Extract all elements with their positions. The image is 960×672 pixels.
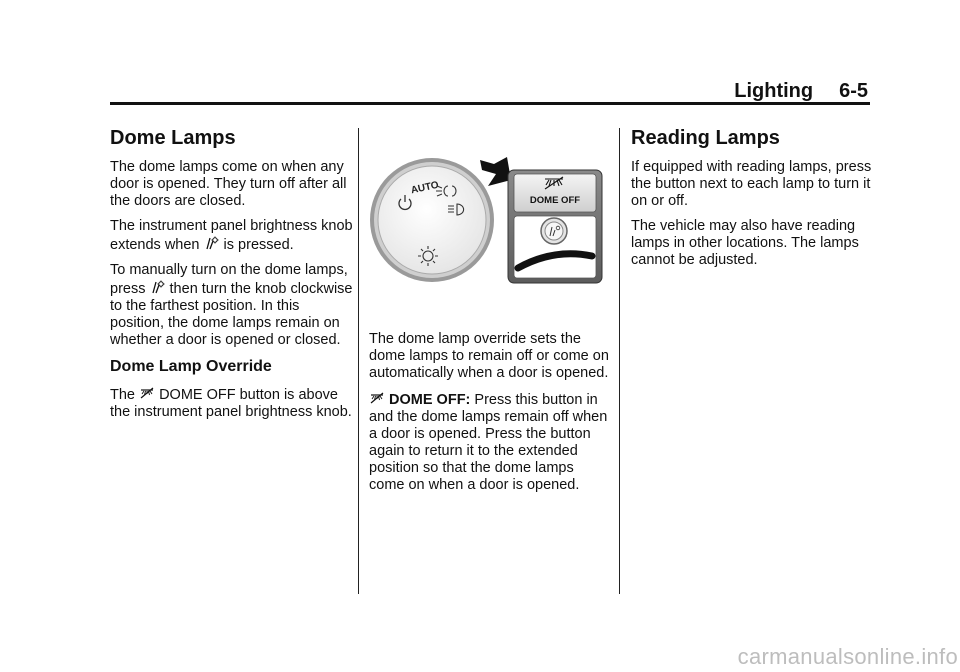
heading-dome-lamp-override: Dome Lamp Override xyxy=(110,358,272,375)
text-span: Press this button in and the dome lamps remain off when a door is opened. Press the button again to return it to the extended position so that the dome lamps come on when a door is opened. xyxy=(369,392,608,493)
section-title: Lighting xyxy=(734,80,814,102)
paragraph-override-location xyxy=(110,385,355,421)
paragraph-reading-lamps-1: If equipped with reading lamps, press the button next to each lamp to turn it on or off. xyxy=(631,159,872,209)
text-span: is pressed. xyxy=(223,237,294,253)
dome-off-icon xyxy=(369,390,385,406)
header-rule xyxy=(110,102,870,105)
brightness-knob-icon xyxy=(150,279,166,295)
column-dome-lamps xyxy=(110,126,355,429)
dome-off-icon xyxy=(139,385,155,401)
auto-label: AUTO xyxy=(409,179,440,197)
running-header xyxy=(734,80,868,103)
dome-off-term: DOME OFF: xyxy=(389,392,471,408)
watermark: carmanualsonline.info xyxy=(737,644,958,669)
paragraph-dome-off-definition xyxy=(369,390,611,494)
pointer-arrow xyxy=(480,157,511,186)
text-span: The xyxy=(110,387,135,403)
paragraph-dome-lamps-intro: The dome lamps come on when any door is opened. They turn off after all the doors are closed. xyxy=(110,159,347,209)
text-span: DOME OFF button is above the instrument panel brightness knob. xyxy=(110,387,352,420)
column-divider-left xyxy=(358,128,359,594)
heading-reading-lamps: Reading Lamps xyxy=(631,127,780,149)
paragraph-override-description: The dome lamp override sets the dome lamps to remain off or come on automatically when a door is opened. xyxy=(369,331,609,381)
dome-off-control-illustration xyxy=(368,152,604,284)
dome-off-button-label: DOME OFF xyxy=(529,195,581,206)
paragraph-knob-extends xyxy=(110,218,355,254)
column-reading-lamps xyxy=(631,126,873,277)
text-span: then turn the knob clockwise to the farthest position. In this position, the dome lamps remain on whether a door is opened or closed. xyxy=(110,281,353,348)
heading-dome-lamps: Dome Lamps xyxy=(110,127,236,149)
paragraph-manual-dome xyxy=(110,262,355,349)
text-span: To manually turn on the dome lamps, press xyxy=(110,262,348,297)
paragraph-reading-lamps-2: The vehicle may also have reading lamps in other locations. The lamps cannot be adjusted. xyxy=(631,218,859,268)
brightness-knob-icon xyxy=(204,235,220,251)
page-number: 6-5 xyxy=(839,80,868,102)
column-dome-override-detail xyxy=(369,331,611,502)
text-span: The instrument panel brightness knob extends when xyxy=(110,218,353,253)
column-divider-right xyxy=(619,128,620,594)
